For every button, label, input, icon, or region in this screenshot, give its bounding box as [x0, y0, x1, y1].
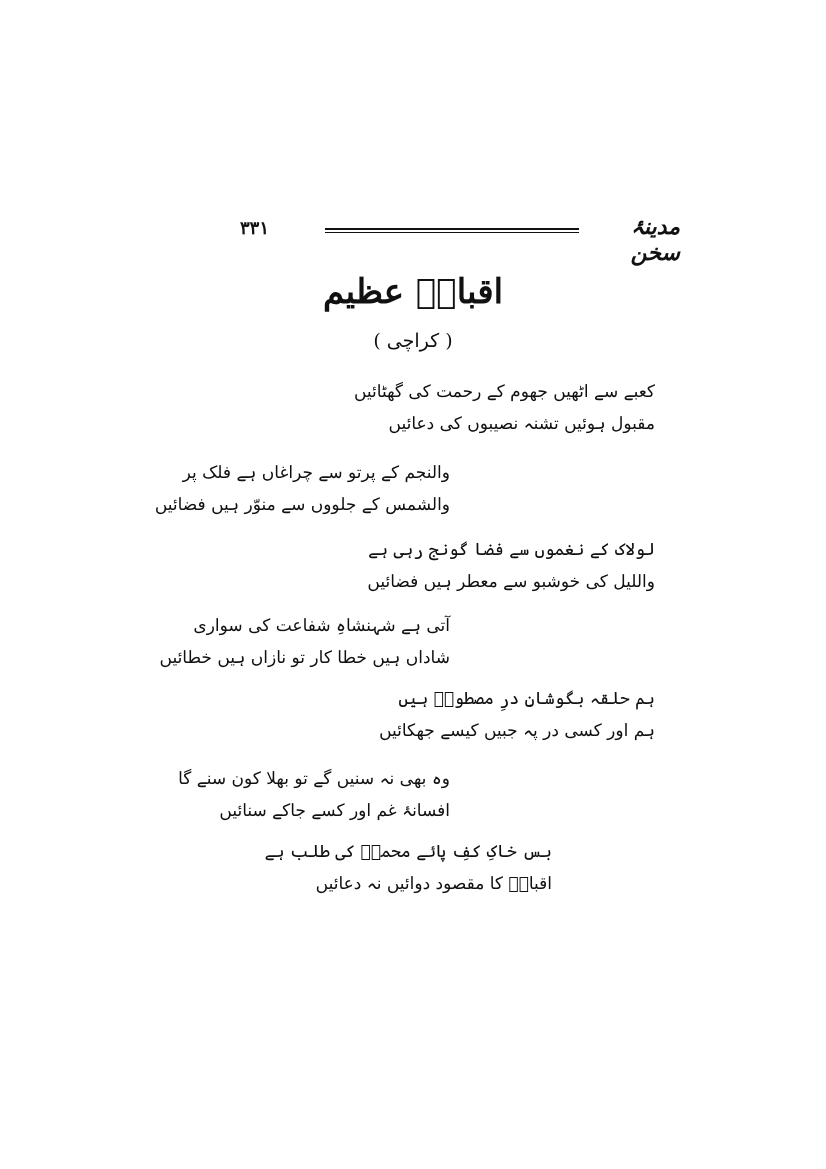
page-number: ۳۳۱ [240, 218, 270, 239]
verse-line: واللیل کی خوشبو سے معطر ہیں فضائیں [367, 572, 655, 592]
poet-name: اقبالؔ عظیم [322, 272, 504, 312]
couplet-4 [159, 610, 450, 674]
verse-line: والشمس کے جلووں سے منوّر ہیں فضائیں [154, 495, 450, 515]
header-double-rule [325, 228, 579, 233]
verse-line: والنجم کے پرتو سے چراغاں ہے فلک پر [182, 463, 450, 483]
couplet-3 [367, 534, 655, 598]
couplet-1 [353, 376, 655, 440]
verse-line: ہم اور کسی در پہ جبیں کیسے جھکائیں [379, 721, 655, 741]
verse-line: مقبول ہوئیں تشنہ نصیبوں کی دعائیں [388, 414, 655, 434]
poet-city: ( کراچی ) [373, 330, 453, 352]
verse-line: افسانۂ غم اور کسے جاکے سنائیں [219, 801, 450, 821]
verse-line: اقبالؔ کا مقصود دوائیں نہ دعائیں [315, 874, 552, 894]
verse-line: وہ بھی نہ سنیں گے تو بھلا کون سنے گا [178, 769, 450, 789]
verse-line: شاداں ہیں خطا کار تو نازاں ہیں خطائیں [159, 648, 450, 668]
verse-line: لولاک کے نغموں سے فضا گونج رہی ہے [368, 540, 655, 560]
running-title: مدینۂ سخن [630, 214, 680, 266]
couplet-5 [379, 683, 655, 747]
verse-line: بس خاکِ کفِ پائے محمدؐ کی طلب ہے [264, 842, 552, 862]
couplet-2 [154, 457, 450, 521]
couplet-6 [178, 763, 450, 827]
couplet-7 [264, 836, 552, 900]
verse-line: کعبے سے اٹھیں جھوم کے رحمت کی گھٹائیں [353, 382, 655, 402]
verse-line: آتی ہے شہنشاہِ شفاعت کی سواری [193, 616, 450, 636]
verse-line: ہم حلقہ بگوشانِ درِ مصطویؐ ہیں [398, 689, 655, 709]
